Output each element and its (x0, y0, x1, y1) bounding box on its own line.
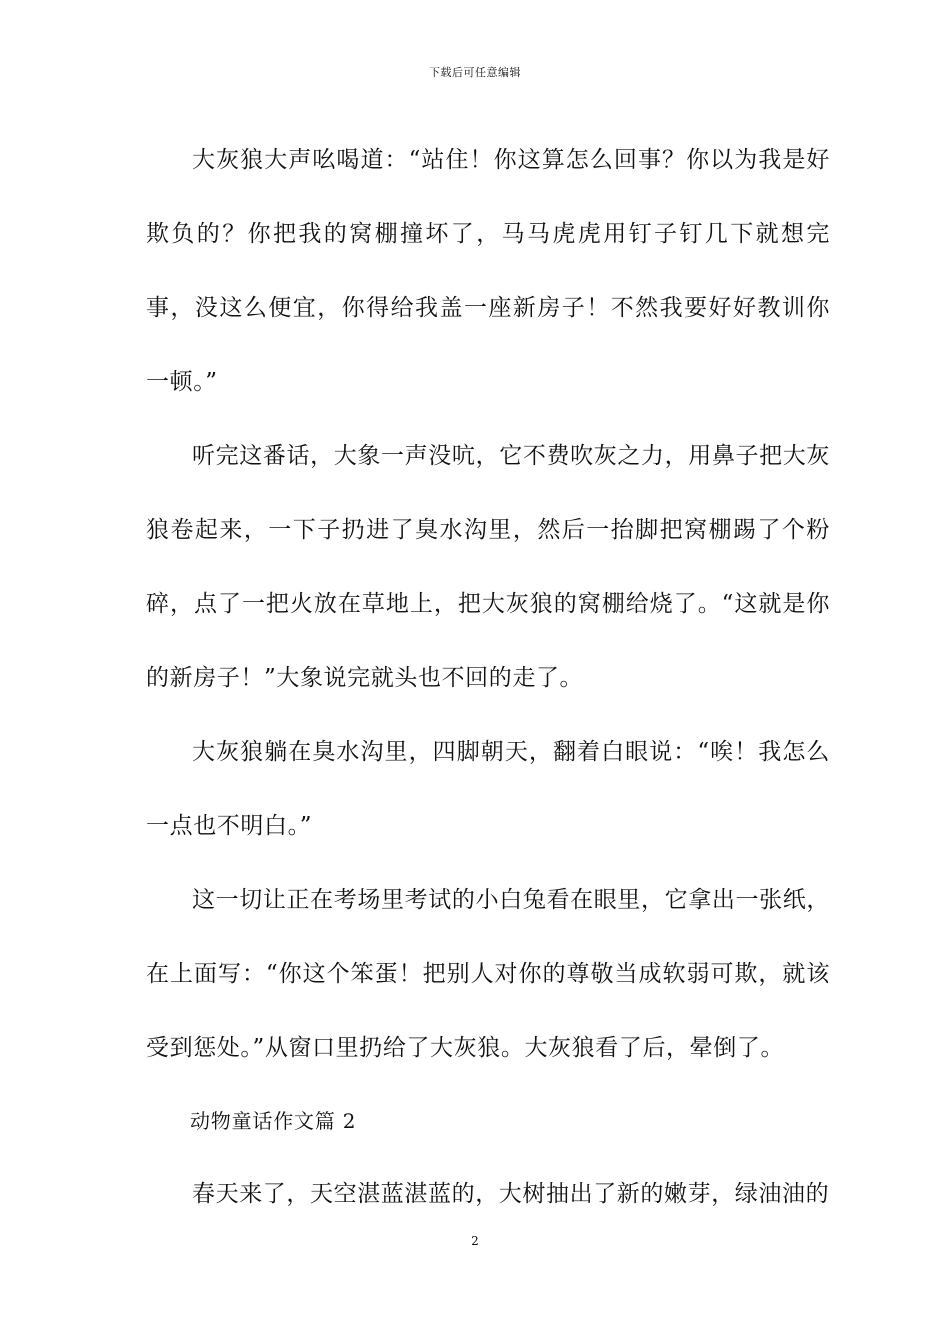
document-body (146, 123, 830, 1231)
paragraph-rabbit-note: 这一切让正在考场里考试的小白兔看在眼里，它拿出一张纸，在上面写：“你这个笨蛋！把别人对你的尊敬当成软弱可欺，就该受到惩处。”从窗口里扔给了大灰狼。大灰狼看了后，晕倒了。 (146, 887, 830, 1061)
paragraph-elephant-response: 听完这番话，大象一声没吭，它不费吹灰之力，用鼻子把大灰狼卷起来，一下子扔进了臭水沟里，然后一抬脚把窝棚踢了个粉碎，点了一把火放在草地上，把大灰狼的窝棚给烧了。“这就是你的新房子！”大象说完就头也不回的走了。 (146, 443, 830, 691)
page-number: 2 (471, 1234, 479, 1248)
paragraph-wolf-in-ditch: 大灰狼躺在臭水沟里，四脚朝天，翻着白眼说：“唉！我怎么一点也不明白。” (146, 739, 830, 839)
paragraph-spring: 春天来了，天空湛蓝湛蓝的，大树抽出了新的嫩芽，绿油油的 (192, 1181, 830, 1207)
page-header: 下载后可任意编辑 (429, 66, 521, 79)
section-heading: 动物童话作文篇 2 (190, 1109, 357, 1133)
paragraph-wolf-demand: 大灰狼大声吆喝道：“站住！你这算怎么回事？你以为我是好欺负的？你把我的窝棚撞坏了，马马虎虎用钉子钉几下就想完事，没这么便宜，你得给我盖一座新房子！不然我要好好教训你一顿。” (146, 147, 830, 395)
